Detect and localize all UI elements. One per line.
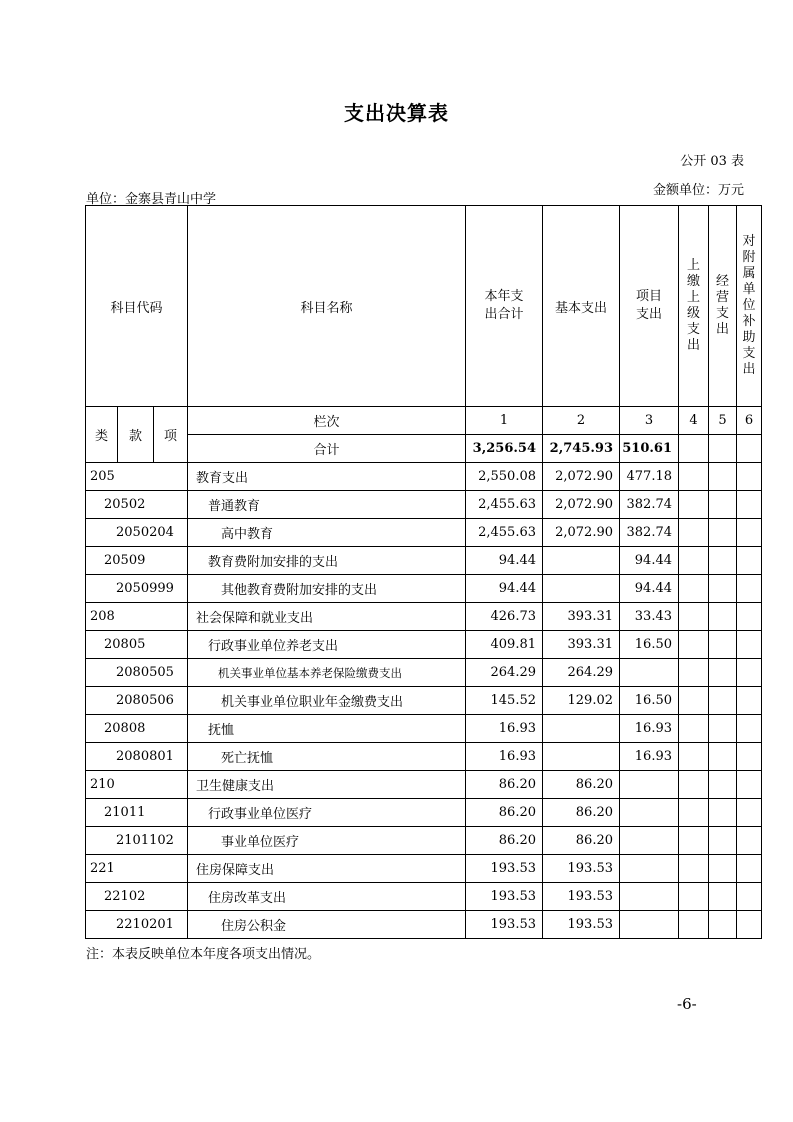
row-name: 普通教育 (188, 491, 466, 519)
row-name: 行政事业单位养老支出 (188, 631, 466, 659)
row-basic (543, 575, 620, 603)
row-total: 94.44 (466, 575, 543, 603)
row-business (709, 771, 737, 799)
table-row (86, 911, 762, 939)
row-project: 33.43 (620, 603, 679, 631)
col-index-2: 2 (543, 407, 620, 435)
row-total: 426.73 (466, 603, 543, 631)
row-project: 382.74 (620, 519, 679, 547)
row-project: 16.50 (620, 687, 679, 715)
row-name: 卫生健康支出 (188, 771, 466, 799)
row-code: 20509 (86, 547, 188, 575)
row-code: 2050999 (86, 575, 188, 603)
row-business (709, 883, 737, 911)
row-business (709, 911, 737, 939)
header-project: 项目支出 (620, 206, 679, 407)
row-subsidy (737, 659, 762, 687)
header-lei: 类 (86, 407, 118, 463)
row-upper (679, 827, 709, 855)
row-subsidy (737, 883, 762, 911)
row-upper (679, 463, 709, 491)
row-business (709, 855, 737, 883)
row-subsidy (737, 603, 762, 631)
expenditure-table (85, 205, 762, 939)
row-name: 教育费附加安排的支出 (188, 547, 466, 575)
row-upper (679, 687, 709, 715)
row-subsidy (737, 855, 762, 883)
col-index-6: 6 (737, 407, 762, 435)
header-business: 经营支出 (715, 274, 729, 337)
footnote: 注：本表反映单位本年度各项支出情况。 (86, 947, 321, 962)
table-row (86, 659, 762, 687)
row-project (620, 659, 679, 687)
row-code: 2050204 (86, 519, 188, 547)
row-basic: 193.53 (543, 855, 620, 883)
row-name: 住房改革支出 (188, 883, 466, 911)
row-total: 2,455.63 (466, 491, 543, 519)
table-row (86, 687, 762, 715)
row-project (620, 827, 679, 855)
table-row (86, 547, 762, 575)
table-row (86, 771, 762, 799)
row-name: 住房公积金 (188, 911, 466, 939)
row-basic: 2,072.90 (543, 491, 620, 519)
row-code: 20808 (86, 715, 188, 743)
row-upper (679, 855, 709, 883)
row-code: 21011 (86, 799, 188, 827)
page-number: -6- (677, 995, 697, 1013)
row-total: 193.53 (466, 911, 543, 939)
header-basic: 基本支出 (543, 206, 620, 407)
row-business (709, 743, 737, 771)
row-total: 94.44 (466, 547, 543, 575)
sum-project: 510.61 (620, 435, 679, 463)
row-code: 2080801 (86, 743, 188, 771)
row-total: 409.81 (466, 631, 543, 659)
row-name: 社会保障和就业支出 (188, 603, 466, 631)
header-total: 本年支出合计 (466, 206, 543, 407)
table-row (86, 799, 762, 827)
row-business (709, 519, 737, 547)
row-project: 477.18 (620, 463, 679, 491)
row-code: 221 (86, 855, 188, 883)
row-upper (679, 883, 709, 911)
row-basic (543, 547, 620, 575)
row-business (709, 575, 737, 603)
header-lanci: 栏次 (188, 407, 466, 435)
table-row (86, 463, 762, 491)
row-business (709, 715, 737, 743)
row-basic: 86.20 (543, 827, 620, 855)
row-subsidy (737, 743, 762, 771)
col-index-3: 3 (620, 407, 679, 435)
table-row (86, 743, 762, 771)
table-row (86, 519, 762, 547)
row-upper (679, 547, 709, 575)
row-code: 205 (86, 463, 188, 491)
row-basic: 86.20 (543, 771, 620, 799)
col-index-1: 1 (466, 407, 543, 435)
header-xiang: 项 (154, 407, 188, 463)
row-project (620, 799, 679, 827)
row-code: 20805 (86, 631, 188, 659)
row-business (709, 687, 737, 715)
row-name: 高中教育 (188, 519, 466, 547)
column-index-row (86, 407, 762, 435)
row-name: 教育支出 (188, 463, 466, 491)
row-total: 86.20 (466, 799, 543, 827)
table-row (86, 491, 762, 519)
row-name: 抚恤 (188, 715, 466, 743)
table-row (86, 715, 762, 743)
row-business (709, 631, 737, 659)
row-name: 机关事业单位基本养老保险缴费支出 (188, 659, 466, 687)
row-basic: 2,072.90 (543, 519, 620, 547)
row-subsidy (737, 547, 762, 575)
row-project: 16.93 (620, 715, 679, 743)
sum-row (86, 435, 762, 463)
row-upper (679, 799, 709, 827)
table-row (86, 855, 762, 883)
row-upper (679, 603, 709, 631)
row-project (620, 771, 679, 799)
row-name: 事业单位医疗 (188, 827, 466, 855)
page-title: 支出决算表 (344, 101, 449, 125)
table-row (86, 883, 762, 911)
header-upper: 上缴上级支出 (686, 258, 700, 353)
row-subsidy (737, 771, 762, 799)
form-number: 公开 03 表 (680, 154, 744, 169)
row-upper (679, 631, 709, 659)
row-basic: 86.20 (543, 799, 620, 827)
table-row (86, 827, 762, 855)
row-total: 264.29 (466, 659, 543, 687)
row-project: 94.44 (620, 575, 679, 603)
row-code: 2080505 (86, 659, 188, 687)
row-basic: 393.31 (543, 631, 620, 659)
row-subsidy (737, 463, 762, 491)
row-code: 22102 (86, 883, 188, 911)
row-total: 145.52 (466, 687, 543, 715)
row-subsidy (737, 631, 762, 659)
header-name: 科目名称 (188, 206, 466, 407)
row-basic: 2,072.90 (543, 463, 620, 491)
row-total: 2,455.63 (466, 519, 543, 547)
header-kuan: 款 (118, 407, 154, 463)
row-subsidy (737, 827, 762, 855)
row-project (620, 855, 679, 883)
row-subsidy (737, 687, 762, 715)
col-index-4: 4 (679, 407, 709, 435)
row-name: 行政事业单位医疗 (188, 799, 466, 827)
sum-basic: 2,745.93 (543, 435, 620, 463)
money-unit-label: 金额单位：万元 (652, 183, 744, 198)
row-subsidy (737, 575, 762, 603)
row-project: 94.44 (620, 547, 679, 575)
row-name: 其他教育费附加安排的支出 (188, 575, 466, 603)
row-total: 2,550.08 (466, 463, 543, 491)
row-code: 2080506 (86, 687, 188, 715)
row-subsidy (737, 715, 762, 743)
row-business (709, 827, 737, 855)
row-basic: 193.53 (543, 883, 620, 911)
row-basic: 129.02 (543, 687, 620, 715)
row-total: 193.53 (466, 883, 543, 911)
row-business (709, 799, 737, 827)
row-basic (543, 743, 620, 771)
header-row (86, 206, 762, 407)
col-index-5: 5 (709, 407, 737, 435)
table-row (86, 631, 762, 659)
row-project: 382.74 (620, 491, 679, 519)
row-project: 16.93 (620, 743, 679, 771)
row-subsidy (737, 911, 762, 939)
row-total: 193.53 (466, 855, 543, 883)
row-total: 16.93 (466, 743, 543, 771)
row-total: 16.93 (466, 715, 543, 743)
row-project: 16.50 (620, 631, 679, 659)
header-code: 科目代码 (86, 206, 188, 407)
row-upper (679, 491, 709, 519)
table-row (86, 575, 762, 603)
sum-total: 3,256.54 (466, 435, 543, 463)
row-name: 住房保障支出 (188, 855, 466, 883)
row-subsidy (737, 491, 762, 519)
sum-label: 合计 (188, 435, 466, 463)
row-code: 20502 (86, 491, 188, 519)
row-basic: 393.31 (543, 603, 620, 631)
row-name: 机关事业单位职业年金缴费支出 (188, 687, 466, 715)
row-upper (679, 715, 709, 743)
row-subsidy (737, 519, 762, 547)
row-upper (679, 575, 709, 603)
row-upper (679, 519, 709, 547)
row-project (620, 911, 679, 939)
row-business (709, 463, 737, 491)
row-code: 2101102 (86, 827, 188, 855)
row-basic: 264.29 (543, 659, 620, 687)
header-subsidy: 对附属单位补助支出 (742, 234, 756, 377)
row-upper (679, 911, 709, 939)
row-basic: 193.53 (543, 911, 620, 939)
row-total: 86.20 (466, 827, 543, 855)
row-total: 86.20 (466, 771, 543, 799)
row-upper (679, 743, 709, 771)
row-business (709, 659, 737, 687)
unit-label: 单位：金寨县青山中学 (86, 192, 217, 207)
row-code: 208 (86, 603, 188, 631)
row-subsidy (737, 799, 762, 827)
row-upper (679, 771, 709, 799)
table-row (86, 603, 762, 631)
row-code: 210 (86, 771, 188, 799)
row-business (709, 603, 737, 631)
row-project (620, 883, 679, 911)
row-business (709, 491, 737, 519)
row-basic (543, 715, 620, 743)
row-upper (679, 659, 709, 687)
row-code: 2210201 (86, 911, 188, 939)
row-name: 死亡抚恤 (188, 743, 466, 771)
row-business (709, 547, 737, 575)
